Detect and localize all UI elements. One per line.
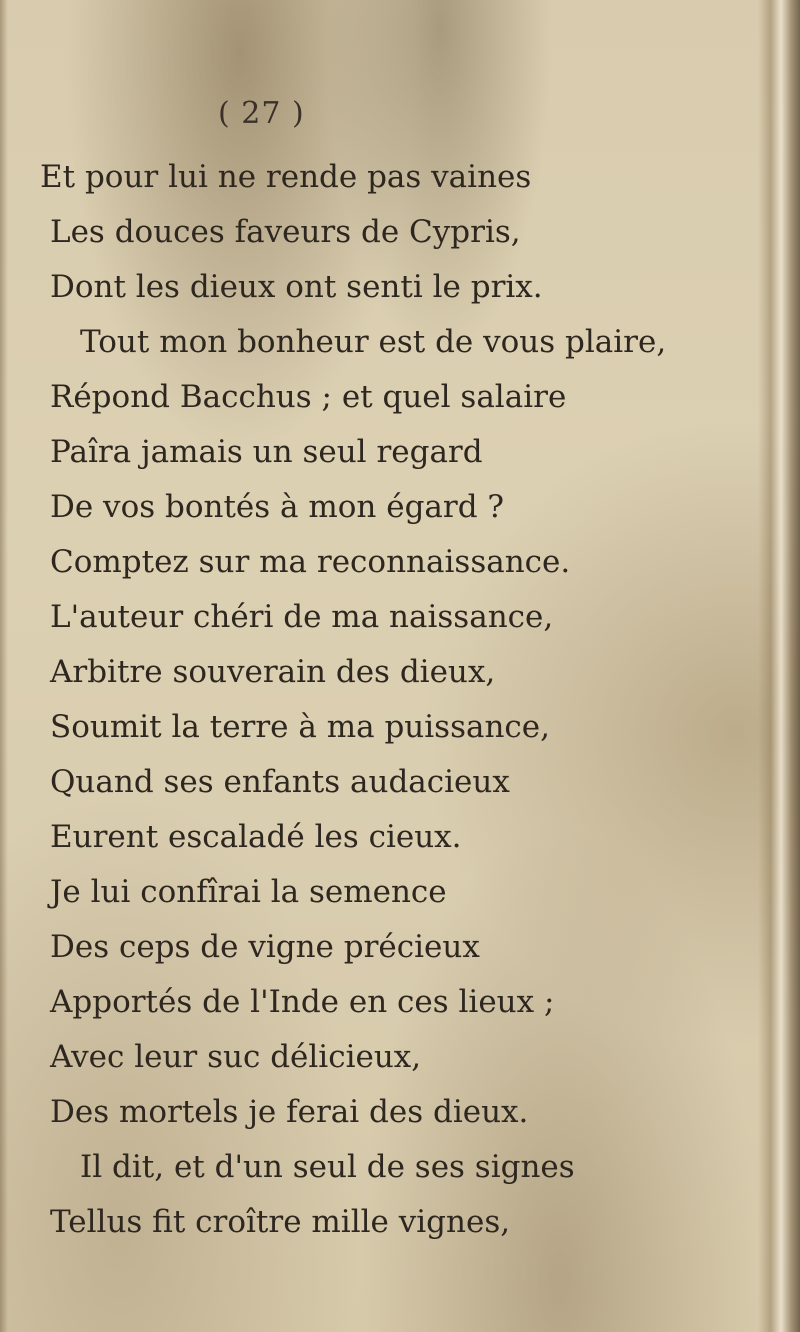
poem-line: Et pour lui ne rende pas vaines bbox=[40, 159, 532, 195]
poem-line: Arbitre souverain des dieux, bbox=[50, 654, 496, 690]
poem-line: Soumit la terre à ma puissance, bbox=[50, 709, 550, 745]
page-right-edge bbox=[758, 0, 800, 1332]
poem-line: Apportés de l'Inde en ces lieux ; bbox=[50, 984, 555, 1020]
poem-line: Des ceps de vigne précieux bbox=[50, 929, 480, 965]
poem-line: Avec leur suc délicieux, bbox=[50, 1039, 422, 1075]
poem-line: Tout mon bonheur est de vous plaire, bbox=[80, 324, 667, 360]
poem-line: Des mortels je ferai des dieux. bbox=[50, 1094, 529, 1130]
poem-line: Répond Bacchus ; et quel salaire bbox=[50, 379, 567, 415]
poem-line: Dont les dieux ont senti le prix. bbox=[50, 269, 543, 305]
poem-line: Eurent escaladé les cieux. bbox=[50, 819, 462, 855]
poem-line: Je lui confîrai la semence bbox=[50, 874, 447, 910]
page-number: ( 27 ) bbox=[218, 96, 305, 131]
poem-line: De vos bontés à mon égard ? bbox=[50, 489, 505, 525]
poem-line: Les douces faveurs de Cypris, bbox=[50, 214, 521, 250]
page-left-edge bbox=[0, 0, 8, 1332]
poem-text bbox=[40, 150, 740, 1250]
poem-line: Quand ses enfants audacieux bbox=[50, 764, 510, 800]
poem-line: Il dit, et d'un seul de ses signes bbox=[80, 1149, 575, 1185]
poem-line: Paîra jamais un seul regard bbox=[50, 434, 483, 470]
poem-line: L'auteur chéri de ma naissance, bbox=[50, 599, 554, 635]
poem-line: Comptez sur ma reconnaissance. bbox=[50, 544, 571, 580]
poem-line: Tellus fit croître mille vignes, bbox=[50, 1204, 511, 1240]
